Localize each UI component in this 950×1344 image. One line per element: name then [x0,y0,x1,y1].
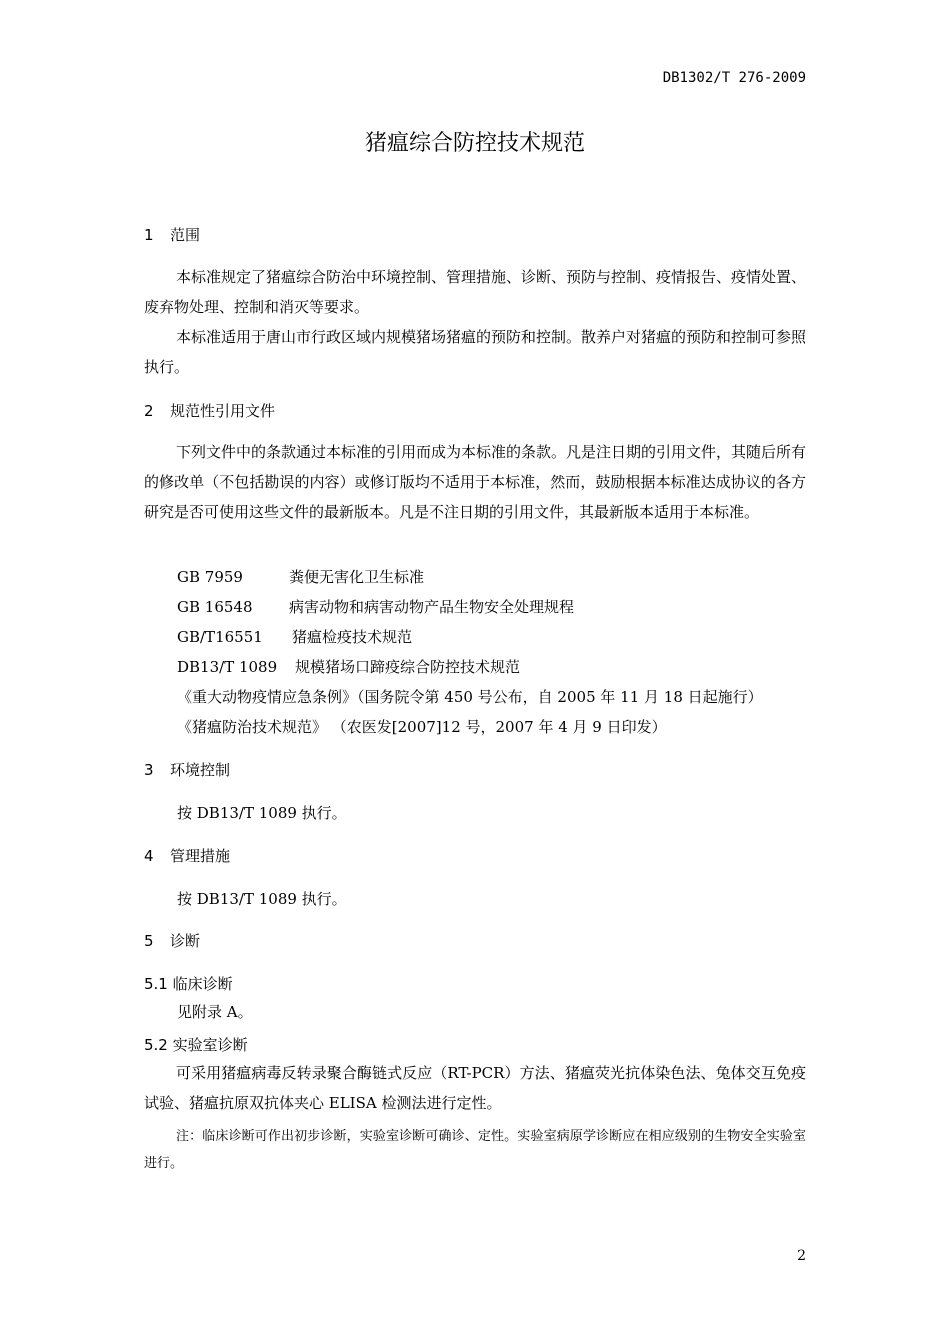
section-3-heading [144,759,230,780]
standard-number: DB1302/T 276-2009 [662,70,806,86]
section-1-heading [144,224,200,245]
subsection-5-2-heading: 5.2 实验室诊断 [144,1036,248,1054]
reference-item [177,566,424,587]
section-1-paragraph-1: 本标准规定了猪瘟综合防治中环境控制、管理措施、诊断、预防与控制、疫情报告、疫情处置、废弃物处理、控制和消灭等要求。 [144,268,807,316]
section-4-heading [144,845,230,866]
reference-code: DB13/T 1089 [177,658,278,676]
section-4-title: 管理措施 [170,847,231,865]
section-2-paragraph: 下列文件中的条款通过本标准的引用而成为本标准的条款。凡是注日期的引用文件，其随后所有的修改单（不包括勘误的内容）或修订版均不适用于本标准，然而，鼓励根据本标准达成协议的各方研究是否可使用这些文件的最新版本。凡是不注日期的引用文件，其最新版本适用于本标准。 [144,443,807,521]
section-5-heading [144,930,200,951]
section-5-title: 诊断 [170,932,201,950]
reference-title: 粪便无害化卫生标准 [289,568,425,586]
reference-item [177,656,520,677]
section-1-paragraph-2: 本标准适用于唐山市行政区域内规模猪场猪瘟的预防和控制。散养户对猪瘟的预防和控制可参照执行。 [144,328,807,376]
diagnosis-note: 注：临床诊断可作出初步诊断，实验室诊断可确诊、定性。实验室病原学诊断应在相应级别的生物安全实验室进行。 [144,1129,806,1171]
reference-item [177,626,412,647]
section-2-heading [144,400,275,421]
subsection-5-1-text: 见附录 A。 [177,1003,253,1021]
reference-item [177,596,574,617]
reference-title: 病害动物和病害动物产品生物安全处理规程 [289,598,575,616]
section-2-number: 2 [144,402,154,420]
regulation-item: 《猪瘟防治技术规范》 （农医发[2007]12 号，2007 年 4 月 9 日印发） [177,718,667,736]
section-3-number: 3 [144,761,154,779]
page-number: 2 [797,1248,806,1264]
section-2-title: 规范性引用文件 [170,402,276,420]
regulation-item: 《重大动物疫情应急条例》（国务院令第 450 号公布，自 2005 年 11 月 18 日起施行） [177,688,763,706]
section-4-number: 4 [144,847,154,865]
reference-code: GB 16548 [177,598,253,616]
section-3-text: 按 DB13/T 1089 执行。 [177,804,347,822]
document-title: 猪瘟综合防控技术规范 [364,131,585,156]
section-5-number: 5 [144,932,154,950]
section-4-text: 按 DB13/T 1089 执行。 [177,890,347,908]
section-1-number: 1 [144,226,154,244]
section-1-title: 范围 [170,226,201,244]
subsection-5-2-text: 可采用猪瘟病毒反转录聚合酶链式反应（RT-PCR）方法、猪瘟荧光抗体染色法、兔体交互免疫试验、猪瘟抗原双抗体夹心 ELISA 检测法进行定性。 [144,1064,806,1112]
reference-title: 规模猪场口蹄疫综合防控技术规范 [295,658,521,676]
reference-title: 猪瘟检疫技术规范 [292,628,413,646]
subsection-5-1-heading: 5.1 临床诊断 [144,975,233,993]
section-3-title: 环境控制 [170,761,231,779]
reference-code: GB 7959 [177,568,243,586]
reference-code: GB/T16551 [177,628,263,646]
